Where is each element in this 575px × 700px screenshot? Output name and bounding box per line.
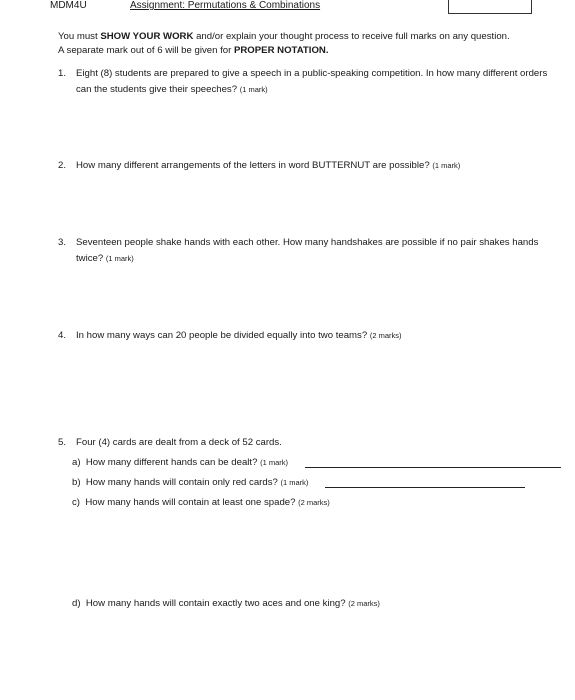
instruction-line-2: A separate mark out of 6 will be given for PROPER NOTATION. bbox=[58, 45, 329, 56]
question-text: Four (4) cards are dealt from a deck of 52 cards. bbox=[76, 437, 282, 448]
question-number: 1. bbox=[58, 68, 67, 79]
question-5b bbox=[72, 476, 308, 490]
show-your-work-emphasis: SHOW YOUR WORK bbox=[100, 31, 194, 42]
marks-label: (1 mark) bbox=[105, 254, 134, 263]
question-5c bbox=[72, 496, 330, 510]
question-number: 4. bbox=[58, 330, 67, 341]
marks-label: (1 mark) bbox=[280, 478, 309, 487]
part-label: c) bbox=[72, 497, 80, 508]
marks-label: (1 mark) bbox=[432, 161, 461, 170]
part-label: d) bbox=[72, 598, 81, 609]
answer-line-5a[interactable] bbox=[305, 467, 561, 468]
marks-label: (2 marks) bbox=[369, 331, 402, 340]
answer-line-5b[interactable] bbox=[325, 487, 525, 488]
marks-label: (1 mark) bbox=[260, 458, 289, 467]
question-text: How many different arrangements of the letters in word BUTTERNUT are possible? (1 mark) bbox=[76, 160, 461, 171]
part-text: How many hands will contain only red cards? bbox=[85, 477, 278, 488]
question-text: In how many ways can 20 people be divided equally into two teams? (2 marks) bbox=[76, 330, 402, 341]
course-code: MDM4U bbox=[50, 0, 87, 11]
question-number: 3. bbox=[58, 237, 67, 248]
total-mark-box bbox=[448, 0, 532, 14]
question-5a bbox=[72, 456, 288, 470]
part-text: How many hands will contain at least one spade? bbox=[85, 497, 296, 508]
part-label: a) bbox=[72, 457, 81, 468]
marks-label: (2 marks) bbox=[298, 498, 330, 507]
part-text: How many hands will contain exactly two aces and one king? bbox=[85, 598, 346, 609]
question-number: 2. bbox=[58, 160, 67, 171]
total-mark-text bbox=[507, 0, 521, 1]
part-label: b) bbox=[72, 477, 81, 488]
question-number: 5. bbox=[58, 437, 67, 448]
part-text: How many different hands can be dealt? bbox=[85, 457, 258, 468]
question-5d bbox=[72, 597, 380, 611]
assignment-title: Assignment: Permutations & Combinations bbox=[130, 0, 321, 11]
question-text: Eight (8) students are prepared to give a speech in a public-speaking competition. In how many different orders can the students give their speeches? (1 mark) bbox=[76, 68, 548, 95]
instructions bbox=[58, 30, 510, 58]
marks-label: (1 mark) bbox=[239, 85, 268, 94]
instruction-line-1: You must SHOW YOUR WORK and/or explain your thought process to receive full marks on any question. bbox=[58, 31, 510, 42]
question-text: Seventeen people shake hands with each other. How many handshakes are possible if no pair shakes hands twice? (1 mark) bbox=[76, 237, 539, 264]
marks-label: (2 marks) bbox=[348, 599, 380, 608]
proper-notation-emphasis: PROPER NOTATION. bbox=[233, 45, 329, 56]
